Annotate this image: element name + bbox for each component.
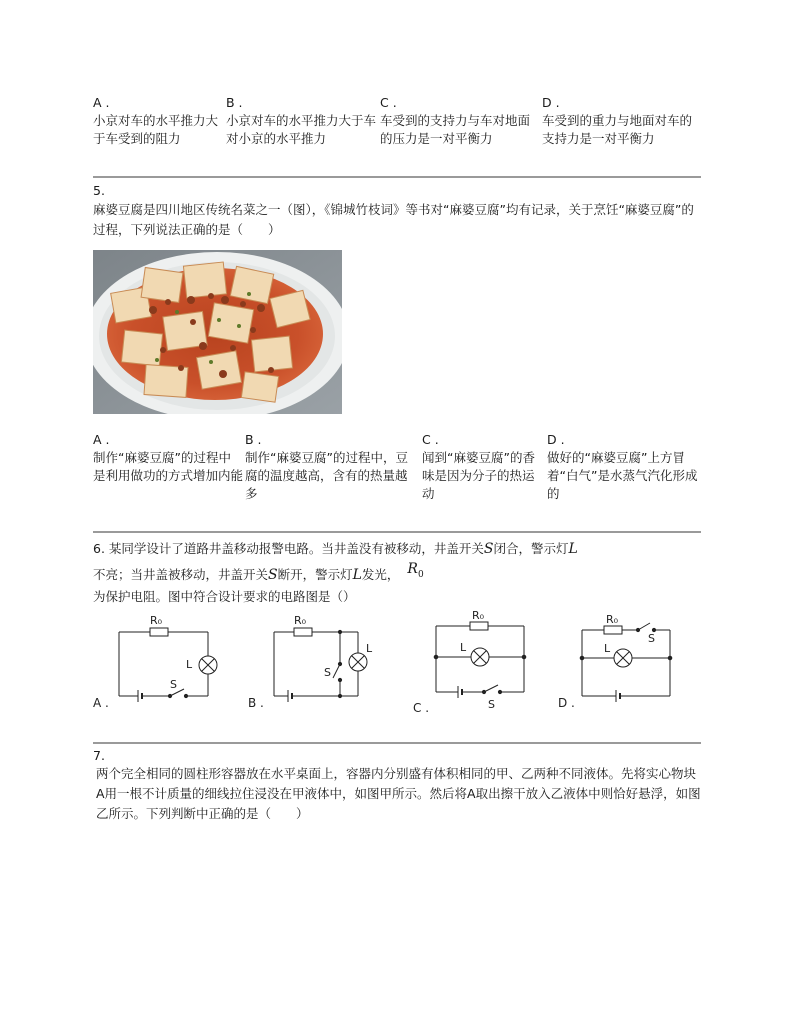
q6-text: 闭合，警示灯 xyxy=(493,541,569,556)
symbol-s: S xyxy=(268,567,278,583)
q4-option-a[interactable] xyxy=(93,94,221,148)
option-label: B . xyxy=(245,432,262,447)
r0-label: R₀ xyxy=(150,614,163,627)
symbol-l: L xyxy=(568,541,578,557)
circuit-c[interactable] xyxy=(434,622,526,698)
circuit-b[interactable] xyxy=(274,628,367,702)
question-divider xyxy=(93,176,701,178)
circuit-b-label: B . xyxy=(248,696,264,710)
q5-option-d[interactable] xyxy=(547,431,699,503)
symbol-s: S xyxy=(483,541,494,557)
q5-option-b[interactable] xyxy=(245,431,411,503)
q4-option-c[interactable] xyxy=(380,94,532,148)
lamp-label: L xyxy=(366,642,373,655)
option-label: A . xyxy=(93,432,110,447)
circuit-d[interactable] xyxy=(580,623,672,702)
r0-label: R₀ xyxy=(472,609,485,622)
circuit-d-label: D . xyxy=(558,696,575,710)
switch-label: S xyxy=(648,632,655,645)
lamp-label: L xyxy=(604,642,611,655)
option-text: 制作“麻婆豆腐”的过程中是利用做功的方式增加内能 xyxy=(93,450,244,483)
option-label: A . xyxy=(93,95,110,110)
question-divider xyxy=(93,742,701,744)
q7-number: 7. xyxy=(93,748,105,763)
option-label: B . xyxy=(226,95,243,110)
q6-text: 发光， xyxy=(361,567,400,582)
option-text: 做好的“麻婆豆腐”上方冒着“白气”是水蒸气汽化形成的 xyxy=(547,450,698,501)
switch-label: S xyxy=(170,678,177,691)
r0-label: R₀ xyxy=(294,614,307,627)
option-text: 车受到的重力与地面对车的支持力是一对平衡力 xyxy=(542,113,693,146)
option-label: D . xyxy=(542,95,560,110)
symbol-r0: $R_0$ xyxy=(407,561,424,580)
q5-stem: 麻婆豆腐是四川地区传统名菜之一（图），《锦城竹枝词》等书对“麻婆豆腐”均有记录，关于烹饪“麻婆豆腐”的过程，下列说法正确的是（ ） xyxy=(93,202,694,237)
symbol-l: L xyxy=(352,567,362,583)
option-text: 闻到“麻婆豆腐”的香味是因为分子的热运动 xyxy=(422,450,535,501)
option-label: C . xyxy=(422,432,439,447)
switch-label: S xyxy=(324,666,331,679)
circuit-c-label: C . xyxy=(413,701,430,715)
lamp-label: L xyxy=(460,641,467,654)
q5-option-a[interactable] xyxy=(93,431,243,485)
lamp-label: L xyxy=(186,658,193,671)
q6-text: 不亮；当井盖被移动，井盖开关 xyxy=(93,567,269,582)
q7-stem: 两个完全相同的圆柱形容器放在水平桌面上，容器内分别盛有体积相同的甲、乙两种不同液体。先将实心物块A用一根不计质量的细线拉住浸没在甲液体中，如图甲所示。然后将A取出擦干放入乙液体中则恰好悬浮，如图乙所示。下列判断中正确的是（ ） xyxy=(96,766,701,821)
switch-label: S xyxy=(488,698,495,711)
r0-label: R₀ xyxy=(606,613,619,626)
q6-text: 断开，警示灯 xyxy=(277,567,353,582)
option-label: D . xyxy=(547,432,565,447)
option-text: 小京对车的水平推力大于车对小京的水平推力 xyxy=(226,113,377,146)
option-label: C . xyxy=(380,95,397,110)
q5-number: 5. xyxy=(93,183,105,198)
option-text: 小京对车的水平推力大于车受到的阻力 xyxy=(93,113,219,146)
mapo-tofu-image xyxy=(93,250,342,414)
q5-option-c[interactable] xyxy=(422,431,544,503)
option-text: 车受到的支持力与车对地面的压力是一对平衡力 xyxy=(380,113,531,146)
q6-text: 6. 某同学设计了道路井盖移动报警电路。当井盖没有被移动，井盖开关 xyxy=(93,541,484,556)
option-text: 制作“麻婆豆腐”的过程中，豆腐的温度越高，含有的热量越多 xyxy=(245,450,408,501)
circuit-a-label: A . xyxy=(93,696,109,710)
q4-option-d[interactable] xyxy=(542,94,700,148)
q4-option-b[interactable] xyxy=(226,94,378,148)
question-divider xyxy=(93,531,701,533)
q6-stem-line3: 为保护电阻。图中符合设计要求的电路图是（） xyxy=(93,589,356,604)
circuit-a[interactable] xyxy=(119,628,217,702)
mapo-tofu-photo xyxy=(93,250,342,414)
q6-stem-line1 xyxy=(93,538,713,560)
q6-circuit-diagrams xyxy=(88,606,708,718)
